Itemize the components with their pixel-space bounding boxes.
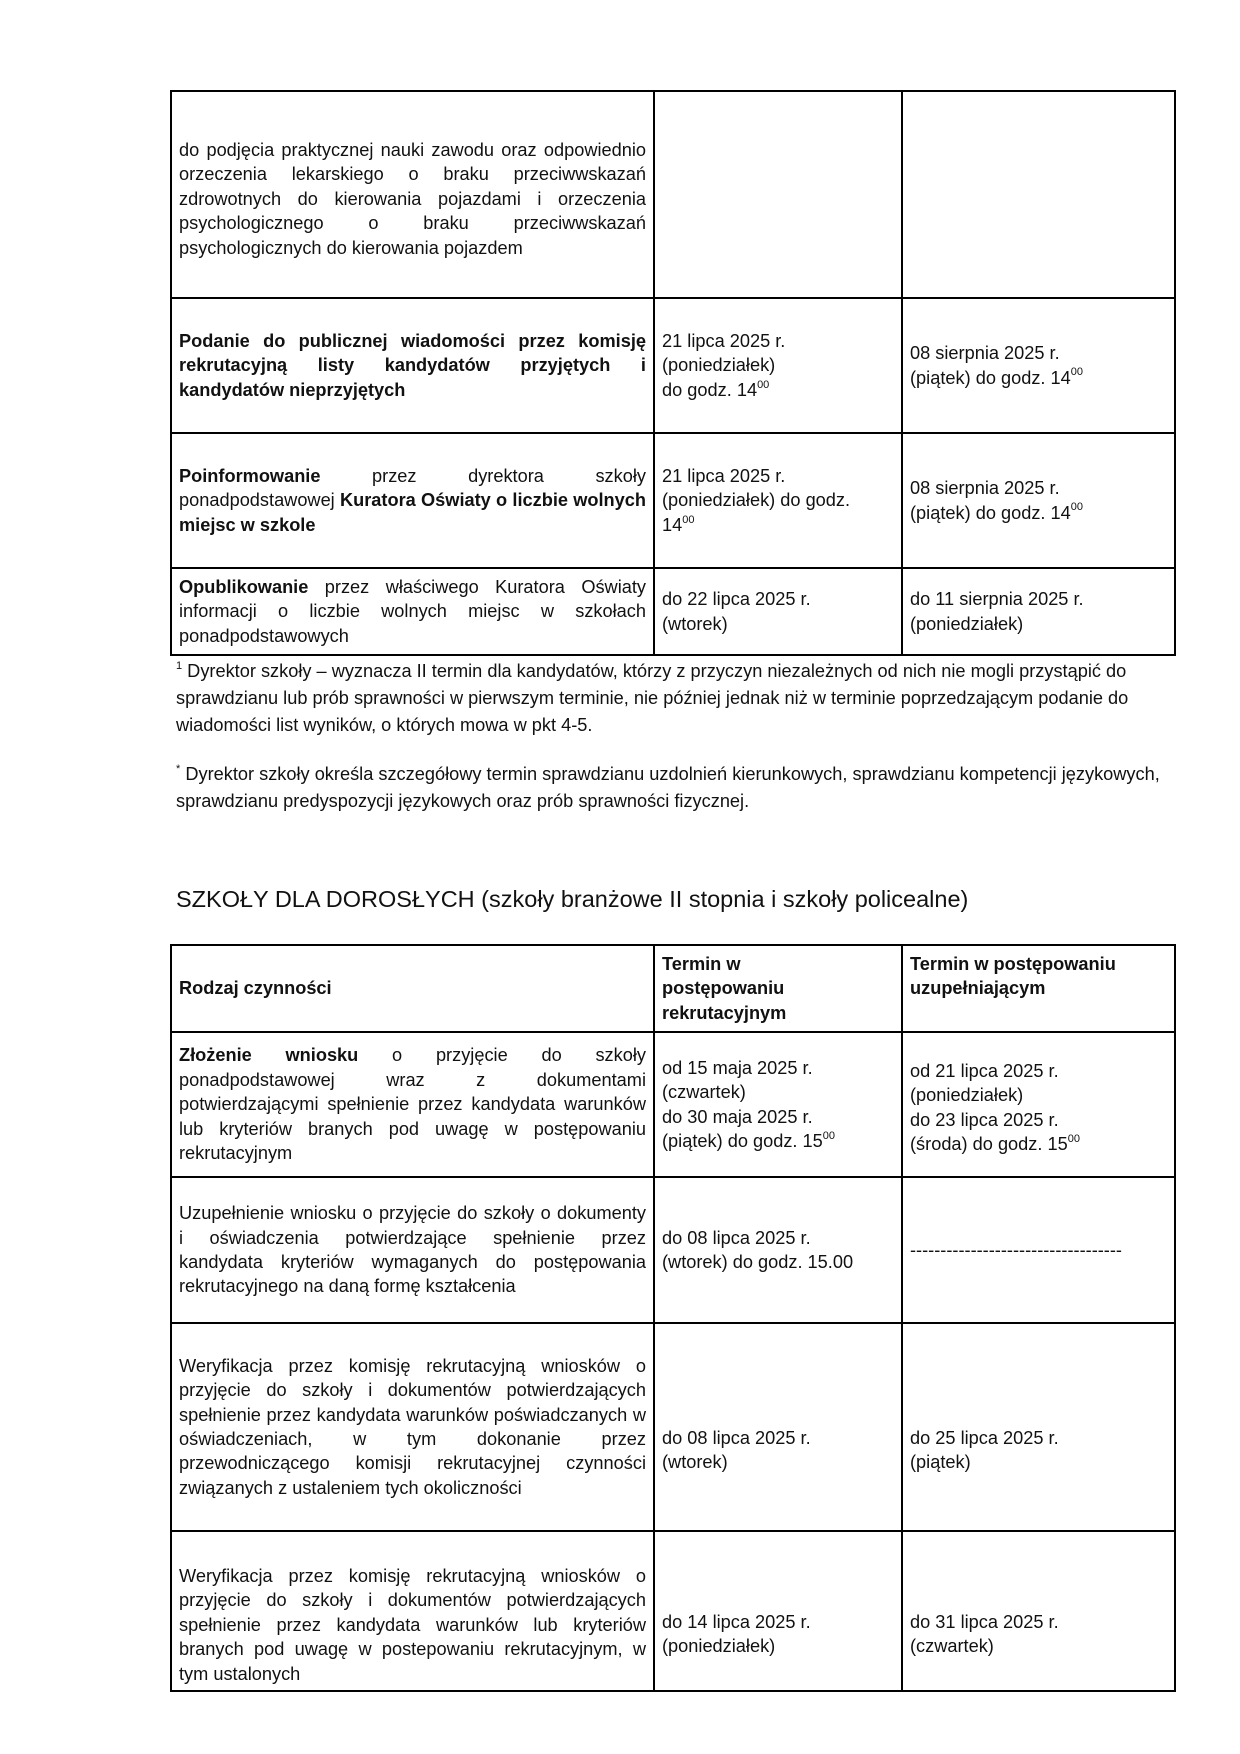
main-term-date: do 08 lipca 2025 r. [662,1227,811,1248]
supplementary-term-deadline: (środa) do godz. $15^{00}$ [910,1132,1080,1154]
activity-cell [171,568,654,655]
supplementary-term-date: do 11 sierpnia 2025 r. [910,589,1084,610]
main-term-day: (wtorek) [662,1452,728,1472]
activity-cell [171,433,654,568]
table-row [171,298,1175,433]
activity-bold-text: Złożenie wniosku [179,1045,359,1066]
main-term-start: od 15 maja 2025 r. [662,1057,813,1078]
footnote-text: Dyrektor szkoły określa szczegółowy termin sprawdzianu uzdolnień kierunkowych, sprawdzianu kompetencji językowych, sprawdzianu predyspozycji językowych oraz prób sprawności fizycznej. [176,764,1160,811]
main-term-cell [654,433,902,568]
main-term-end: do 30 maja 2025 r. [662,1106,813,1127]
footnote-text: Dyrektor szkoły – wyznacza II termin dla kandydatów, którzy z przyczyn niezależnych od nich nie mogli przystąpić do sprawdzianu lub prób sprawności w pierwszym terminie, nie później jednak niż w terminie poprzedzającym podanie do wiadomości list wyników, o których mowa w pkt 4-5. [176,661,1129,735]
supplementary-term-start-day: (poniedziałek) [910,1085,1024,1106]
supplementary-term-cell [902,1323,1175,1531]
supplementary-term-cell [902,433,1175,568]
activity-cell [171,298,654,433]
supplementary-term-empty: ----------------------------------- [910,1239,1122,1260]
main-term-cell [654,1531,902,1691]
main-term-date: 21 lipca 2025 r. [662,465,786,486]
activity-text: Weryfikacja przez komisję rekrutacyjną wniosków o przyjęcie do szkoły i dokumentów potwierdzających spełnienie przez kandydata warunków poświadczanych w oświadczeniach, w tym dokonanie przez przewodniczącego komisji rekrutacyjnej czynności związanych z ustaleniem tych okoliczności [179,1355,646,1498]
main-term-start-day: (czwartek) [662,1082,746,1103]
supplementary-term-day: (poniedziałek) [910,613,1024,634]
header-text: Termin w postępowaniu rekrutacyjnym [662,954,787,1023]
main-term-cell [654,1032,902,1177]
activity-text: o przyjęcie do szkoły ponadpodstawowej wraz z dokumentami potwierdzającymi spełnienie przez kandydata warunków lub kryteriów branych pod uwagę w postępowaniu rekrutacyjnym [179,1045,646,1164]
supplementary-term-day: (piątek) [910,1452,971,1472]
main-term-deadline: $14^{00}$ [662,513,695,535]
table-row [171,1323,1175,1531]
main-term-cell [654,298,902,433]
header-text: Termin w postępowaniu uzupełniającym [910,954,1116,999]
supplementary-term-deadline: (piątek) do godz. $14^{00}$ [910,366,1084,388]
main-term-day: (poniedziałek) [662,1636,776,1656]
main-term-date: 21 lipca 2025 r. [662,330,786,351]
schedule-table-continued [170,90,1176,656]
activity-text: Weryfikacja przez komisję rekrutacyjną wniosków o przyjęcie do szkoły i dokumentów potwierdzających spełnienie przez kandydata warunków lub kryteriów branych pod uwagę w postepowaniu rekrutacyjnym, w tym ustalonych [179,1565,646,1684]
table-row [171,568,1175,655]
table-header-row [171,945,1175,1032]
main-term-deadline: (wtorek) do godz. 15.00 [662,1252,854,1272]
main-term-cell [654,568,902,655]
activity-text: do podjęcia praktycznej nauki zawodu oraz odpowiednio orzeczenia lekarskiego o braku przeciwwskazań zdrowotnych do kierowania pojazdami i orzeczenia psychologicznego o braku przeciwwskazań psychologicznych do kierowania pojazdem [179,139,646,258]
main-term-deadline: (piątek) do godz. $15^{00}$ [662,1129,836,1151]
supplementary-term-cell [902,298,1175,433]
supplementary-term-deadline: (piątek) do godz. $14^{00}$ [910,501,1084,523]
footnote-marker: * [176,762,181,775]
column-header [171,945,654,1032]
adult-schools-schedule-table [170,944,1176,1692]
activity-bold-text: Kuratora Oświaty o liczbie wolnych miejsc w szkole [179,490,647,535]
footnote-2 [176,761,1176,815]
column-header [902,945,1175,1032]
footnote-marker: 1 [176,659,183,672]
main-term-deadline: do godz. $14^{00}$ [662,378,770,400]
footnote-1 [176,658,1176,738]
supplementary-term-date: 08 sierpnia 2025 r. [910,478,1060,499]
column-header [654,945,902,1032]
table-row [171,433,1175,568]
main-term-cell [654,1177,902,1323]
main-term-day: (poniedziałek) do godz. [662,490,851,511]
activity-text: Uzupełnienie wniosku o przyjęcie do szkoły o dokumenty i oświadczenia potwierdzające spełnienie przez kandydata kryteriów wymaganych do postępowania rekrutacyjnego na daną formę kształcenia [179,1203,646,1297]
section-title: SZKOŁY DLA DOROSŁYCH (szkoły branżowe II stopnia i szkoły policealne) [176,886,969,912]
supplementary-term-start: od 21 lipca 2025 r. [910,1060,1059,1081]
table-row [171,91,1175,298]
supplementary-term-cell [902,1177,1175,1323]
activity-bold-text: Opublikowanie [179,576,309,597]
supplementary-term-cell [902,1032,1175,1177]
main-term-cell [654,91,902,298]
supplementary-term-date: do 25 lipca 2025 r. [910,1427,1059,1448]
main-term-day: (wtorek) [662,613,728,634]
supplementary-term-date: do 31 lipca 2025 r. [910,1611,1059,1632]
main-term-date: do 22 lipca 2025 r. [662,589,811,610]
activity-cell [171,1531,654,1691]
activity-cell [171,1032,654,1177]
supplementary-term-cell [902,91,1175,298]
table-row [171,1531,1175,1691]
header-text: Rodzaj czynności [179,978,332,999]
table-row [171,1032,1175,1177]
main-term-date: do 08 lipca 2025 r. [662,1427,811,1448]
activity-text: przez dyrektora szkoły ponadpodstawowej [179,465,646,511]
supplementary-term-cell [902,1531,1175,1691]
activity-text: przez właściwego Kuratora Oświaty informacji o liczbie wolnych miejsc w szkołach ponadpodstawowych [179,576,646,646]
main-term-cell [654,1323,902,1531]
activity-bold-text: Poinformowanie [179,465,321,486]
activity-cell [171,1177,654,1323]
activity-cell [171,91,654,298]
supplementary-term-day: (czwartek) [910,1636,994,1656]
supplementary-term-date: 08 sierpnia 2025 r. [910,343,1060,364]
table-row [171,1177,1175,1323]
main-term-day: (poniedziałek) [662,355,776,376]
activity-cell [171,1323,654,1531]
main-term-date: do 14 lipca 2025 r. [662,1611,811,1632]
supplementary-term-cell [902,568,1175,655]
supplementary-term-end: do 23 lipca 2025 r. [910,1109,1059,1130]
activity-text: Podanie do publicznej wiadomości przez komisję rekrutacyjną listy kandydatów przyjętych i kandydatów nieprzyjętych [179,330,646,400]
